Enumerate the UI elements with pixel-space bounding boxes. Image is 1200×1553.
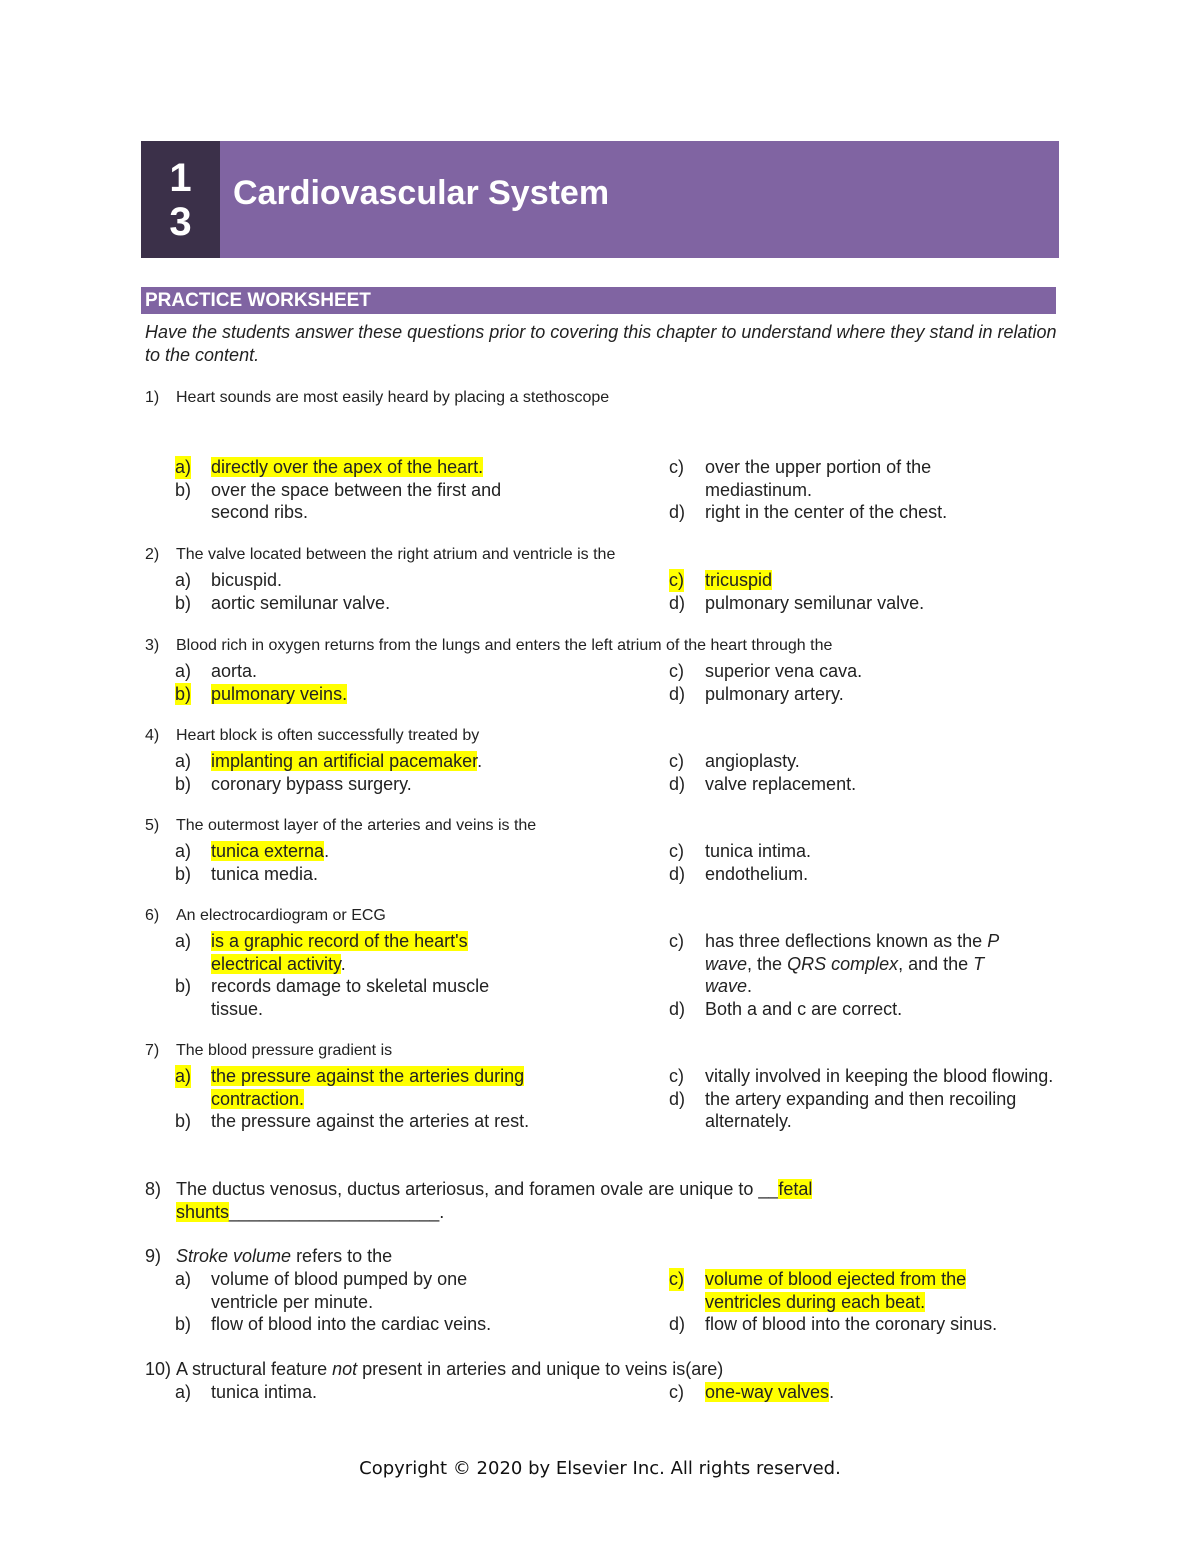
option-9b: b) flow of blood into the cardiac veins. (175, 1314, 492, 1335)
option-2c: c) tricuspid (669, 570, 773, 590)
option-10c: c) one-way valves. (669, 1382, 835, 1402)
option-9a: a) volume of blood pumped by one ventricle per minute. (175, 1269, 468, 1312)
copyright-footer: Copyright © 2020 by Elsevier Inc. All rights reserved. (359, 1458, 841, 1479)
option-2d: d) pulmonary semilunar valve. (669, 592, 925, 613)
option-5a: a) tunica externa. (175, 841, 330, 861)
option-7d: d) the artery expanding and then recoiling alternately. (669, 1088, 1017, 1132)
option-6d: d) Both a and c are correct. (669, 998, 903, 1019)
option-2a: a) bicuspid. (175, 570, 283, 590)
option-9d: d) flow of blood into the coronary sinus. (669, 1314, 998, 1335)
option-4c: c) angioplasty. (669, 751, 800, 771)
option-1a: a) directly over the apex of the heart. (175, 457, 484, 477)
option-7a: a) the pressure against the arteries during contraction. (175, 1066, 525, 1109)
option-4a: a) implanting an artificial pacemaker. (175, 751, 483, 771)
option-6a: a) is a graphic record of the heart's electrical activity. (175, 931, 468, 974)
option-4b: b) coronary bypass surgery. (175, 773, 412, 794)
option-3c: c) superior vena cava. (669, 661, 863, 681)
intro-text: Have the students answer these questions prior to covering this chapter to understand where they stand in relation to the content. (145, 322, 1057, 365)
option-1b: b) over the space between the first and second ribs. (175, 479, 502, 523)
option-10a: a) tunica intima. (175, 1382, 318, 1402)
section-header: PRACTICE WORKSHEET (141, 287, 1056, 314)
option-3d: d) pulmonary artery. (669, 683, 844, 704)
option-6c: c) has three deflections known as the P wave, the QRS complex, and the T wave. (669, 931, 999, 997)
option-1d: d) right in the center of the chest. (669, 502, 948, 523)
option-3b: b) pulmonary veins. (175, 683, 348, 704)
chapter-number: 1 3 (141, 141, 220, 258)
chapter-title: Cardiovascular System (233, 174, 610, 212)
option-9c: c) volume of blood ejected from the ventricles during each beat. (669, 1269, 967, 1312)
option-1c: c) over the upper portion of the mediastinum. (669, 457, 932, 500)
option-4d: d) valve replacement. (669, 773, 857, 794)
option-7c: c) vitally involved in keeping the blood flowing. (669, 1066, 1054, 1086)
option-7b: b) the pressure against the arteries at rest. (175, 1111, 530, 1132)
option-6b: b) records damage to skeletal muscle tissue. (175, 976, 490, 1019)
option-5d: d) endothelium. (669, 863, 809, 884)
option-3a: a) aorta. (175, 661, 258, 681)
option-5b: b) tunica media. (175, 863, 319, 884)
option-5c: c) tunica intima. (669, 841, 812, 861)
option-2b: b) aortic semilunar valve. (175, 592, 391, 613)
